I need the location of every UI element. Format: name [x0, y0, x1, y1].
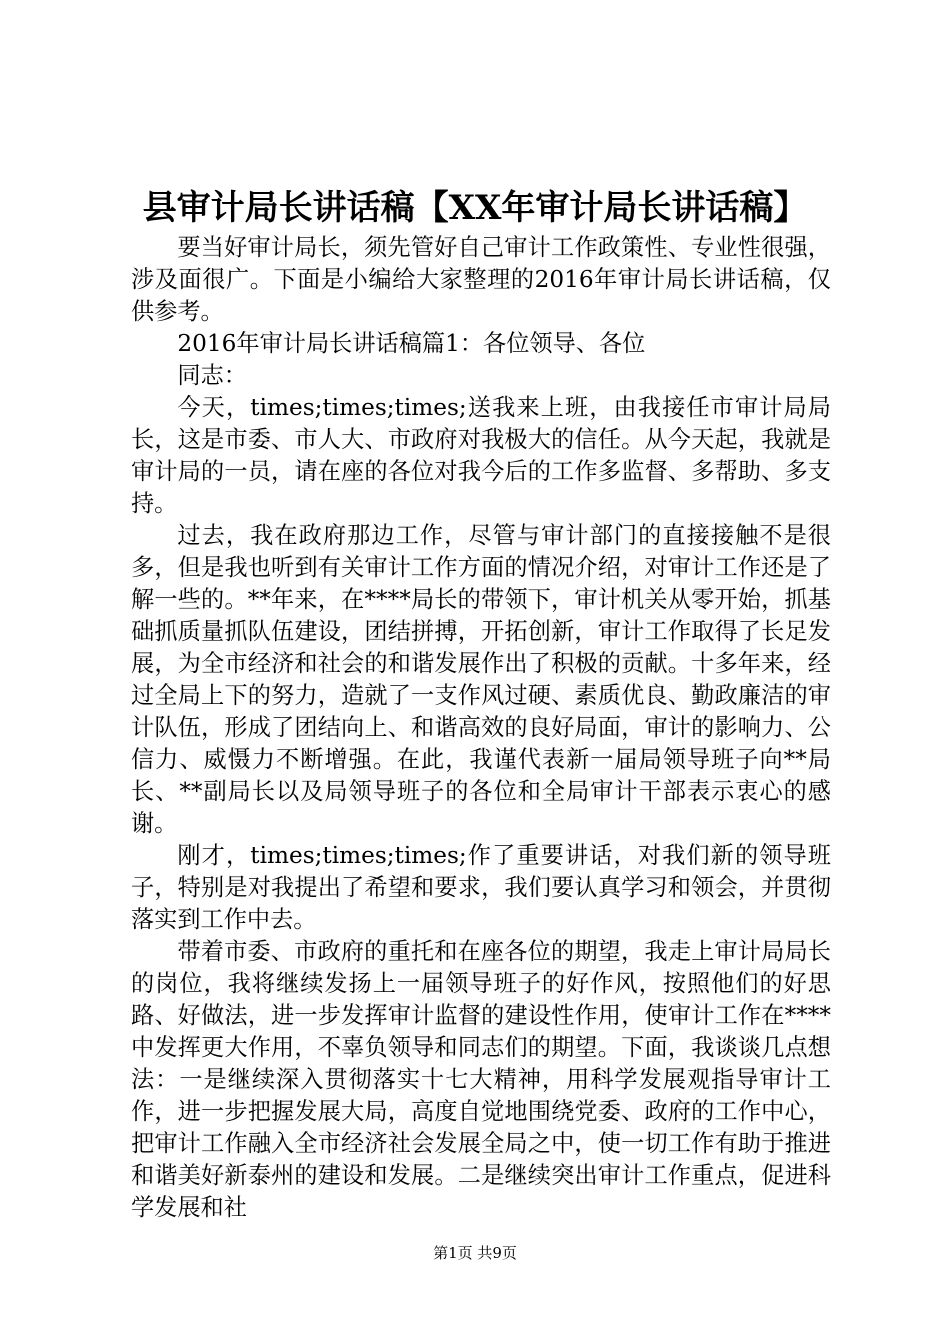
intro-paragraph: 要当好审计局长，须先管好自己审计工作政策性、专业性很强，涉及面很广。下面是小编给大家整理的2016年审计局长讲话稿，仅供参考。 — [131, 234, 831, 325]
document-title: 县审计局长讲话稿【XX年审计局长讲话稿】 — [142, 188, 808, 228]
body-paragraph: 今天，times;times;times;送我来上班，由我接任市审计局局长，这是市委、市人大、市政府对我极大的信任。从今天起，我就是审计局的一员，请在座的各位对我今后的工作多监督、多帮助、多支持。 — [131, 394, 831, 517]
body-paragraph: 刚才，times;times;times;作了重要讲话，对我们新的领导班子，特别是对我提出了希望和要求，我们要认真学习和领会，并贯彻落实到工作中去。 — [131, 842, 831, 933]
body-paragraph: 过去，我在政府那边工作，尽管与审计部门的直接接触不是很多，但是我也听到有关审计工作方面的情况介绍，对审计工作还是了解一些的。**年来，在****局长的带领下，审计机关从零开始，抓基础抓质量抓队伍建设，团结拼搏，开拓创新，审计工作取得了长足发展，为全市经济和社会的和谐发展作出了积极的贡献。十多年来，经过全局上下的努力，造就了一支作风过硬、素质优良、勤政廉洁的审计队伍，形成了团结向上、和谐高效的良好局面，审计的影响力、公信力、威慑力不断增强。在此，我谨代表新一届局领导班子向**局长、**副局长以及局领导班子的各位和全局审计干部表示衷心的感谢。 — [131, 522, 831, 837]
page-number-footer: 第1页 共9页 — [433, 1244, 517, 1262]
document-body — [131, 232, 831, 1224]
salutation-paragraph: 同志： — [177, 362, 247, 389]
speech-heading-paragraph: 2016年审计局长讲话稿篇1：各位领导、各位 — [177, 330, 646, 357]
body-paragraph: 带着市委、市政府的重托和在座各位的期望，我走上审计局局长的岗位，我将继续发扬上一届领导班子的好作风，按照他们的好思路、好做法，进一步发挥审计监督的建设性作用，使审计工作在****中发挥更大作用，不辜负领导和同志们的期望。下面，我谈谈几点想法：一是继续深入贯彻落实十七大精神，用科学发展观指导审计工作，进一步把握发展大局，高度自觉地围绕党委、政府的工作中心，把审计工作融入全市经济社会发展全局之中，使一切工作有助于推进和谐美好新泰州的建设和发展。二是继续突出审计工作重点，促进科学发展和社 — [131, 938, 831, 1221]
